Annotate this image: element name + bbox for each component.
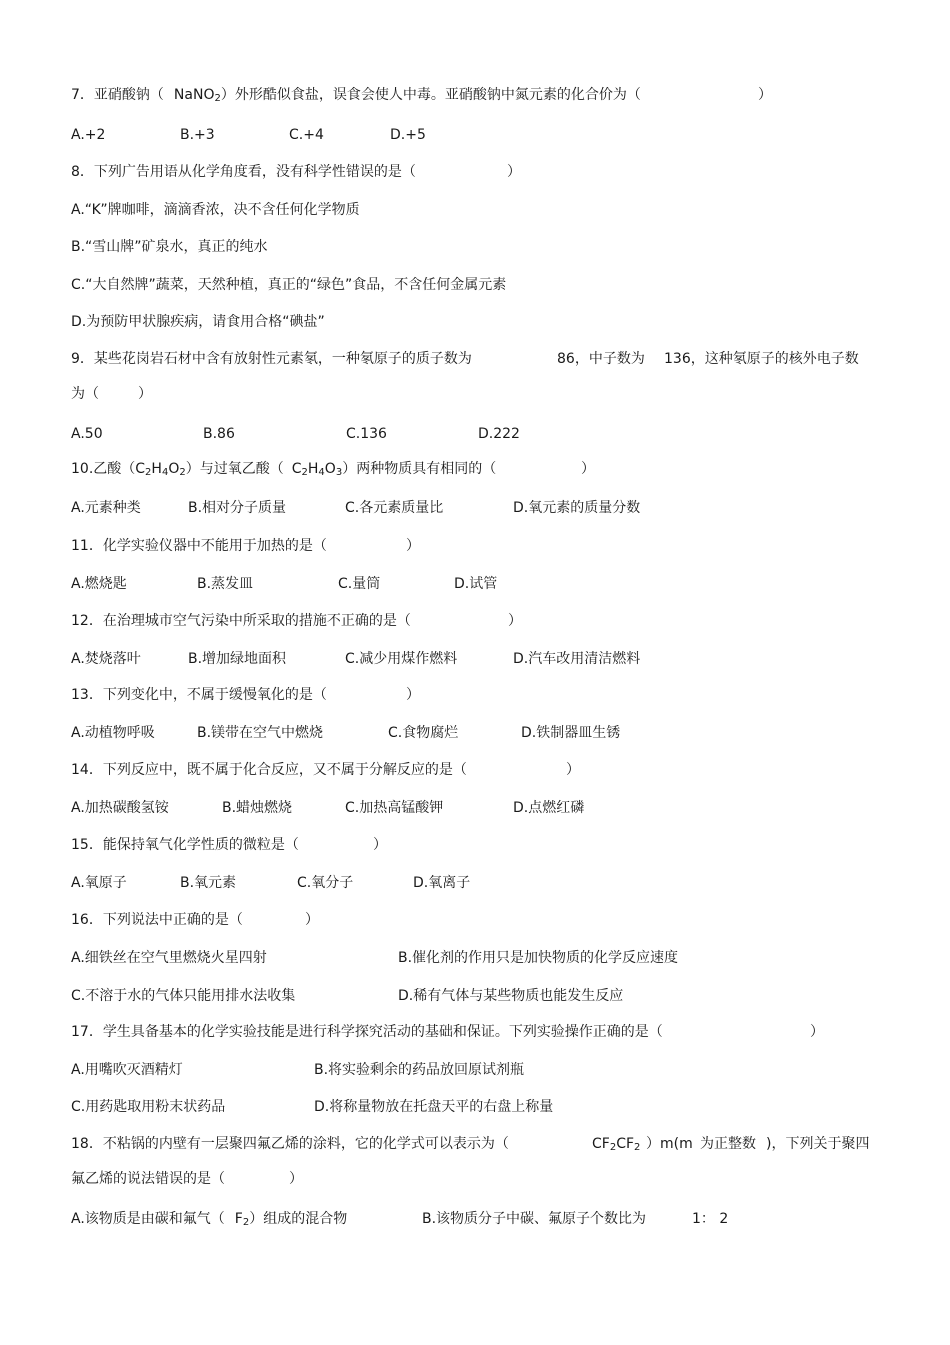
question-text: ）外形酷似食盐，误食会使人中毒。亚硝酸钠中氮元素的化合价为（ [220,87,641,103]
question-text: ）与过氧乙酸（ [185,461,284,477]
answer-paren-close: ） [508,613,522,629]
option-a: A.元素种类 [71,500,141,516]
option-c: C.用药匙取用粉末状药品 [71,1099,226,1115]
option-c: C.量筒 [338,576,381,592]
answer-paren-close: ） [305,912,319,928]
option-d: D.试管 [454,576,498,592]
option-b: B.蜡烛燃烧 [222,800,293,816]
question-14-stem: 14．下列反应中，既不属于化合反应，又不属于分解反应的是（ [71,762,467,778]
option-c: C.加热高锰酸钾 [345,800,444,816]
option-a: A.动植物呼吸 [71,725,155,741]
question-text: 7．亚硝酸钠（ [71,87,164,103]
answer-paren-close: ） [758,87,772,103]
question-18-stem-part: ）m(m [646,1136,693,1152]
question-13-stem: 13．下列变化中，不属于缓慢氧化的是（ [71,687,327,703]
answer-paren-close: ） [406,538,420,554]
option-d: D.+5 [390,127,426,143]
option-b: B.“雪山牌”矿泉水，真正的纯水 [71,239,268,255]
chemical-formula: $CF_2CF_2$ [592,1136,641,1153]
option-b: B.相对分子质量 [188,500,287,516]
question-text: ）两种物质具有相同的（ [342,461,497,477]
question-9-stem-cont: 为（ [71,386,99,402]
option-d: D.稀有气体与某些物质也能发生反应 [398,988,624,1004]
option-b: B.蒸发皿 [197,576,254,592]
option-c: C.各元素质量比 [345,500,444,516]
answer-paren-close: ） [581,461,595,477]
question-18-stem-cont: 氟乙烯的说法错误的是（ [71,1171,225,1187]
question-18-stem-part: )，下列关于聚四 [766,1136,870,1152]
question-text: 10.乙酸（ [71,461,136,477]
option-b: B.该物质分子中碳、氟原子个数比为 [422,1211,647,1227]
option-a: A.细铁丝在空气里燃烧火星四射 [71,950,267,966]
option-b: B.+3 [180,127,215,143]
option-b: B.镁带在空气中燃烧 [197,725,324,741]
option-d: D.为预防甲状腺疾病，请食用合格“碘盐” [71,314,325,330]
option-c: C.+4 [289,127,324,143]
answer-paren-close: ） [810,1024,824,1040]
question-18-stem-part: 为正整数 [700,1136,756,1152]
option-c: C.氧分子 [297,875,354,891]
option-a: A.“K”牌咖啡，滴滴香浓，决不含任何化学物质 [71,202,360,218]
question-7-stem [71,86,641,104]
option-d: D.氧离子 [413,875,471,891]
option-c: C.不溶于水的气体只能用排水法收集 [71,988,296,1004]
answer-paren-close: ） [373,837,387,853]
question-16-stem: 16．下列说法中正确的是（ [71,912,243,928]
question-12-stem: 12．在治理城市空气污染中所采取的措施不正确的是（ [71,613,411,629]
option-a: A.燃烧匙 [71,576,127,592]
question-17-stem: 17．学生具备基本的化学实验技能是进行科学探究活动的基础和保证。下列实验操作正确的是（ [71,1024,663,1040]
chemical-formula: $F_2$ [234,1211,250,1228]
answer-paren-close: ） [566,762,580,778]
option-d: D.氧元素的质量分数 [513,500,641,516]
option-a: A.50 [71,426,103,442]
option-a: A.用嘴吹灭酒精灯 [71,1062,183,1078]
question-10-stem [71,460,496,478]
option-a: A.加热碳酸氢铵 [71,800,169,816]
question-9-stem-part: 136，这种氡原子的核外电子数 [664,351,859,367]
option-d: D.铁制器皿生锈 [521,725,621,741]
question-11-stem: 11．化学实验仪器中不能用于加热的是（ [71,538,327,554]
option-b: B.氧元素 [180,875,237,891]
option-c: C.减少用煤作燃料 [345,651,458,667]
option-a: A.焚烧落叶 [71,651,141,667]
question-18-stem: 18．不粘锅的内壁有一层聚四氟乙烯的涂料，它的化学式可以表示为（ [71,1136,509,1152]
question-8-stem: 8．下列广告用语从化学角度看，没有科学性错误的是（ [71,164,416,180]
option-a: A.+2 [71,127,106,143]
option-b: B.86 [203,426,235,442]
option-b: B.将实验剩余的药品放回原试剂瓶 [314,1062,525,1078]
question-9-stem: 9．某些花岗岩石材中含有放射性元素氡，一种氡原子的质子数为 [71,351,472,367]
question-9-stem-part: 86，中子数为 [557,351,645,367]
option-c: C.“大自然牌”蔬菜，天然种植，真正的“绿色”食品，不含任何金属元素 [71,277,507,293]
chemical-formula: NaNO$_2$ [173,87,221,104]
option-b: B.催化剂的作用只是加快物质的化学反应速度 [398,950,679,966]
option-d: D.点燃红磷 [513,800,585,816]
option-d: D.222 [478,426,520,442]
option-d: D.将称量物放在托盘天平的右盘上称量 [314,1099,554,1115]
option-c: C.136 [346,426,387,442]
answer-paren-close: ） [289,1171,303,1187]
chemical-formula: $C_2H_4O_2$ [135,461,186,478]
answer-paren-close: ） [507,164,521,180]
option-a: A.氧原子 [71,875,127,891]
answer-paren-close: ） [138,386,152,402]
chemical-formula: $C_2H_4O_3$ [291,461,343,478]
option-a: A.该物质是由碳和氟气（ $F_2$）组成的混合物 [71,1211,348,1228]
question-15-stem: 15．能保持氧气化学性质的微粒是（ [71,837,299,853]
answer-paren-close: ） [406,687,420,703]
option-c: C.食物腐烂 [388,725,459,741]
ratio-value: 1： 2 [692,1211,729,1227]
option-b: B.增加绿地面积 [188,651,287,667]
option-d: D.汽车改用清洁燃料 [513,651,641,667]
